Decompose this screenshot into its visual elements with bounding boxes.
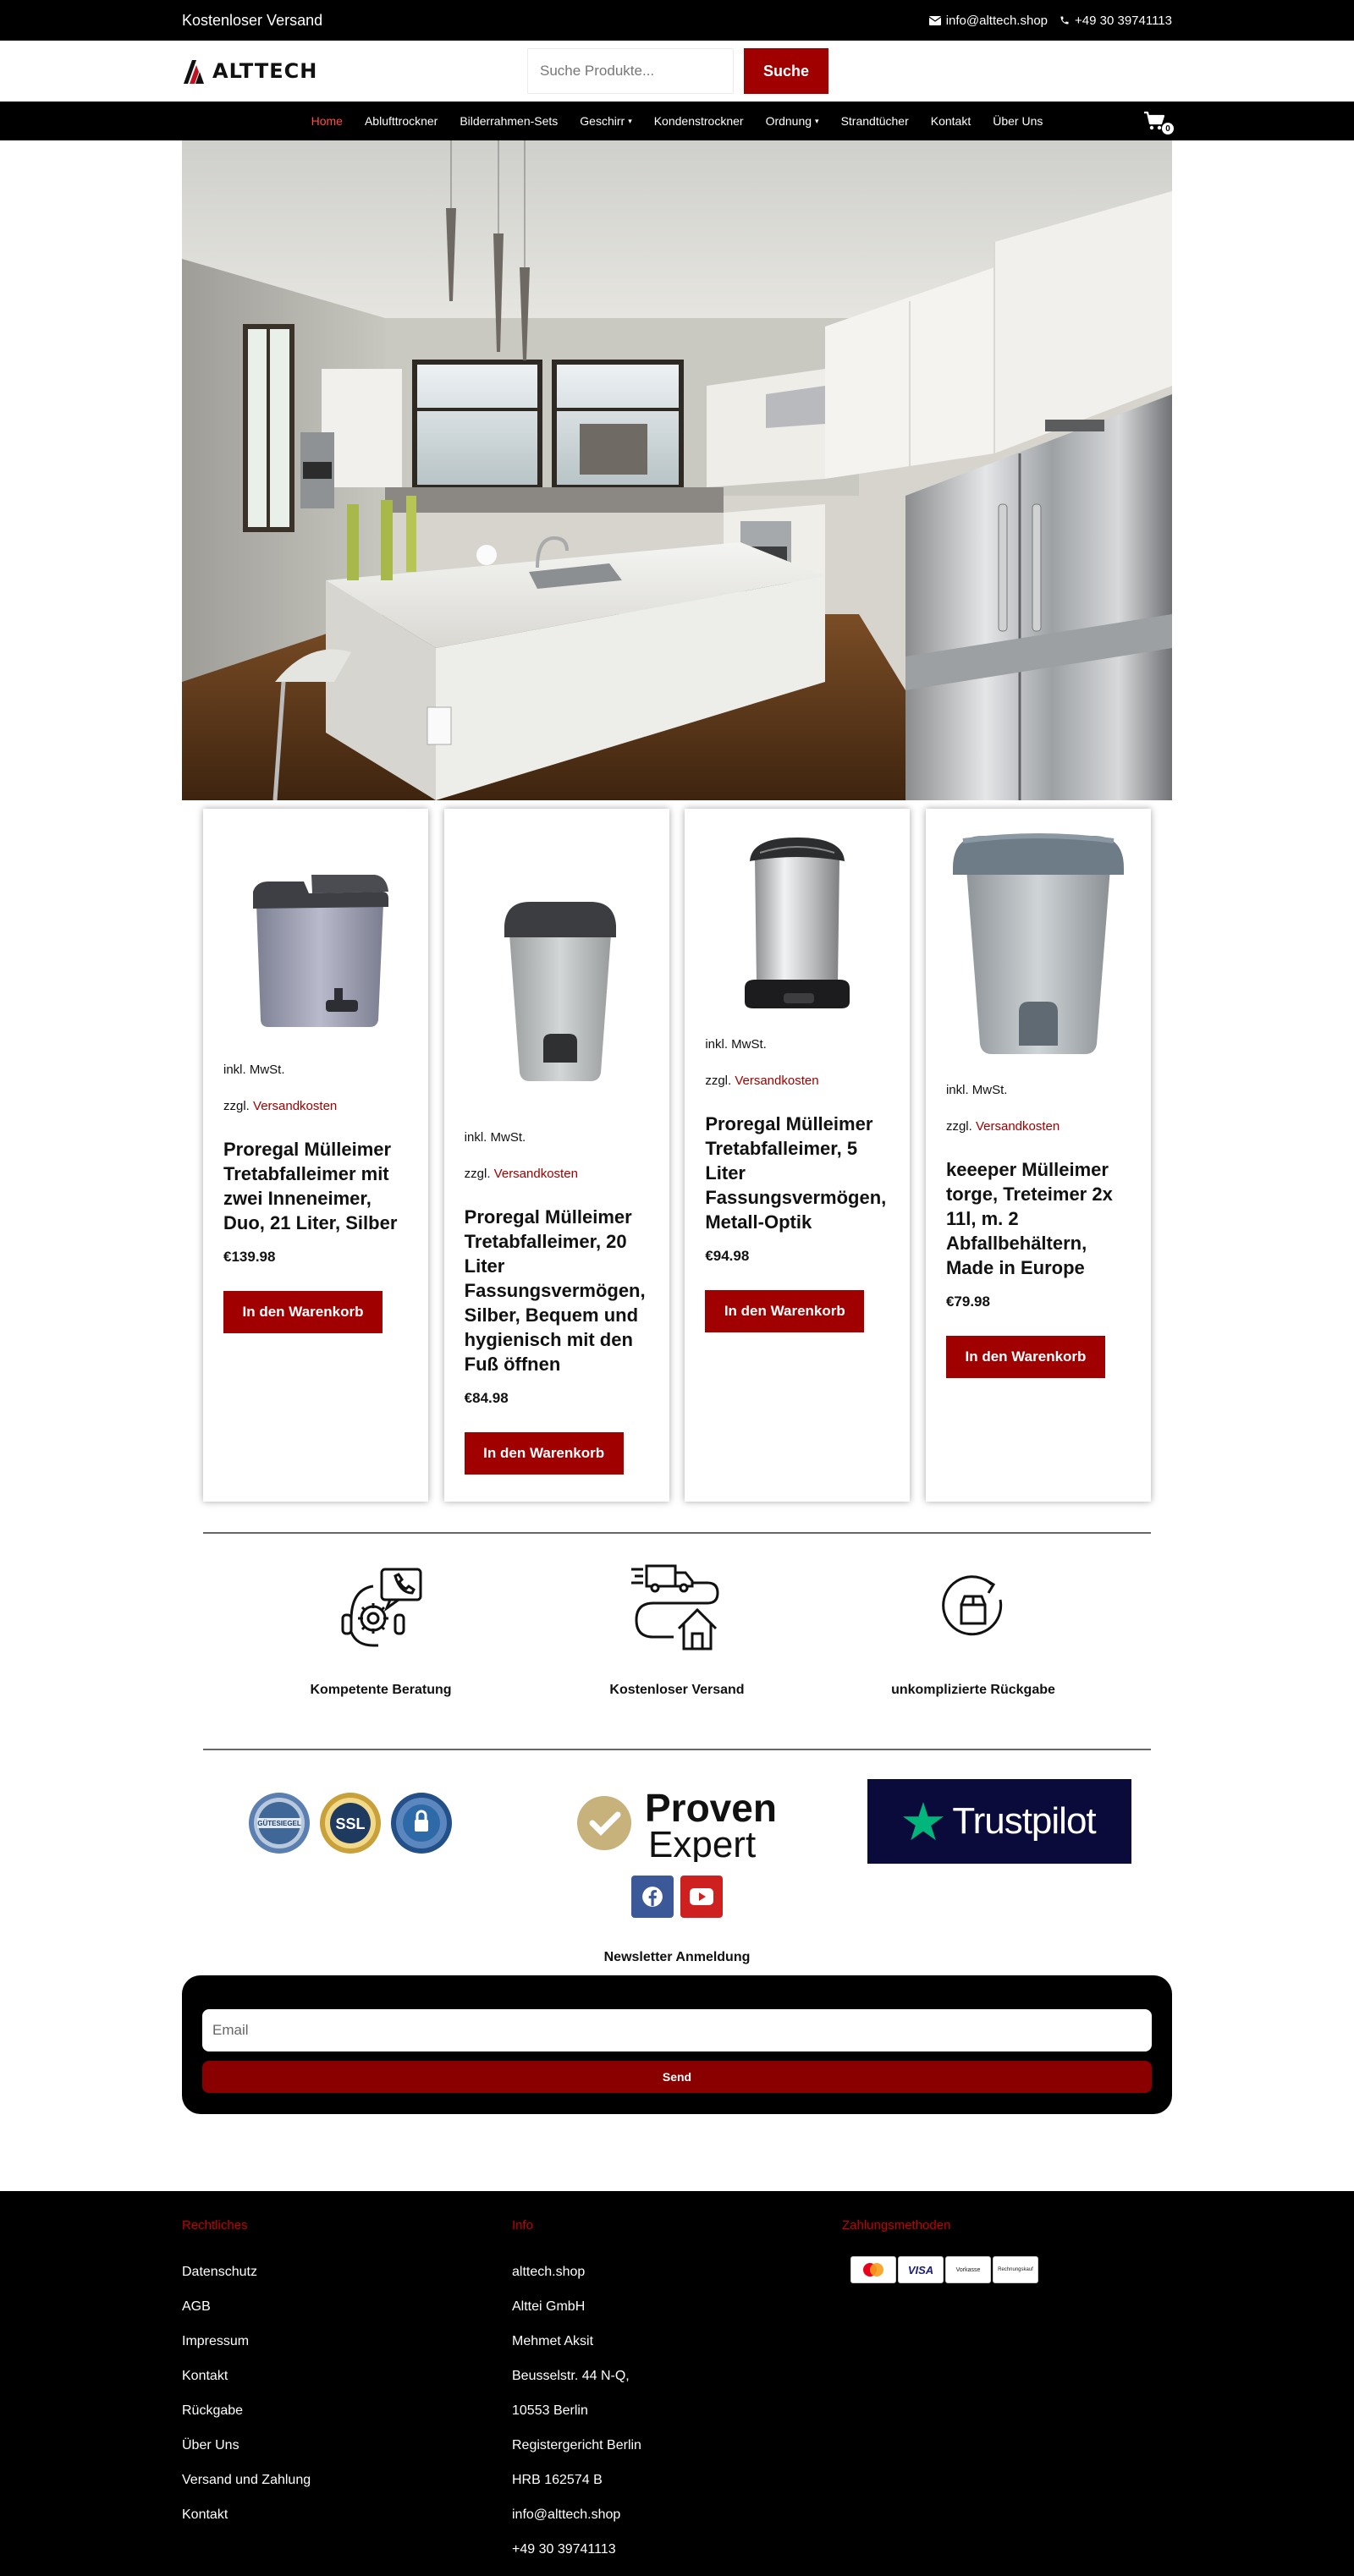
shipping-prefix: zzgl. xyxy=(223,1099,250,1113)
nav-item-label: Strandtücher xyxy=(840,114,909,128)
privacy-seal-icon xyxy=(389,1791,454,1855)
nav-item-über-uns[interactable] xyxy=(982,114,1054,128)
feature-label: unkomplizierte Rückgabe xyxy=(891,1683,1055,1697)
tax-note: inkl. MwSt. xyxy=(223,1063,285,1077)
shipping-costs-link[interactable]: Versandkosten xyxy=(975,1119,1060,1134)
feature-consulting xyxy=(237,1534,525,1749)
nav-item-label: Home xyxy=(311,114,343,128)
footer-info-line: Beusselstr. 44 N-Q, xyxy=(512,2369,630,2383)
footer-heading: Rechtliches xyxy=(182,2218,248,2233)
cart-button[interactable] xyxy=(1143,111,1172,133)
nav-item-label: Geschirr xyxy=(580,114,625,128)
shipping-costs-link[interactable]: Versandkosten xyxy=(253,1099,338,1113)
payment-methods xyxy=(850,2256,1172,2283)
footer-link[interactable]: Kontakt xyxy=(182,2507,228,2522)
shipping-prefix: zzgl. xyxy=(945,1119,972,1134)
footer-heading: Zahlungsmethoden xyxy=(842,2218,951,2233)
email-text: info@alttech.shop xyxy=(945,13,1049,28)
product-image xyxy=(729,827,865,1022)
footer-info-line: 10553 Berlin xyxy=(512,2403,588,2418)
mastercard-icon xyxy=(850,2256,896,2283)
product-info xyxy=(223,1063,411,1333)
phone-text: +49 30 39741113 xyxy=(1075,13,1172,28)
product-price: €84.98 xyxy=(464,1390,509,1406)
shipping-prefix: zzgl. xyxy=(705,1074,732,1088)
shipping-prefix: zzgl. xyxy=(464,1167,491,1181)
footer-payment-column xyxy=(842,2218,1172,2576)
nav-item-label: Kontakt xyxy=(930,114,971,128)
newsletter-title: Newsletter Anmeldung xyxy=(603,1950,751,1964)
footer-link[interactable]: Über Uns xyxy=(182,2438,239,2452)
product-image xyxy=(941,824,1136,1069)
tax-note: inkl. MwSt. xyxy=(705,1037,767,1052)
feature-free-shipping xyxy=(533,1534,821,1749)
nav-item-kontakt[interactable] xyxy=(920,114,982,128)
footer-info-line: Mehmet Aksit xyxy=(512,2334,594,2348)
nav-item-label: Kondenstrockner xyxy=(653,114,744,128)
footer-heading: Info xyxy=(512,2218,534,2233)
trust-badges xyxy=(203,1750,1151,1879)
footer-link[interactable]: Datenschutz xyxy=(182,2265,257,2279)
email-contact[interactable] xyxy=(929,14,1048,28)
nav-item-bilderrahmen-sets[interactable] xyxy=(449,114,569,128)
top-bar xyxy=(0,0,1354,41)
logo-mark-icon xyxy=(182,57,209,85)
add-to-cart-button[interactable]: In den Warenkorb xyxy=(705,1290,864,1332)
nav-item-label: Über Uns xyxy=(993,114,1043,128)
footer-legal-column xyxy=(182,2218,512,2576)
footer-info-line: alttech.shop xyxy=(512,2265,586,2279)
logo-text: ALTTECH xyxy=(212,59,318,83)
main-navigation xyxy=(0,102,1354,140)
phone-icon xyxy=(1060,15,1070,25)
youtube-button[interactable] xyxy=(680,1876,723,1918)
trustpilot-logo[interactable] xyxy=(867,1779,1131,1864)
nav-item-label: Ordnung xyxy=(765,114,812,128)
search-button[interactable]: Suche xyxy=(744,48,828,94)
social-links xyxy=(0,1876,1354,1918)
star-icon xyxy=(903,1802,944,1841)
nav-item-ordnung[interactable] xyxy=(755,114,830,128)
nav-item-geschirr[interactable] xyxy=(569,114,642,128)
product-card[interactable] xyxy=(203,809,428,1502)
site-header xyxy=(0,41,1354,102)
product-card[interactable] xyxy=(685,809,910,1502)
chevron-down-icon: ▾ xyxy=(815,116,819,125)
return-box-icon xyxy=(939,1574,1007,1642)
free-shipping-notice: Kostenloser Versand xyxy=(182,11,323,29)
svg-text:Expert: Expert xyxy=(648,1824,757,1862)
product-info xyxy=(946,1083,1134,1378)
footer-info-line: Alttei GmbH xyxy=(512,2299,586,2314)
svg-text:GÜTESIEGEL: GÜTESIEGEL xyxy=(257,1820,301,1827)
newsletter-send-button[interactable]: Send xyxy=(202,2061,1152,2093)
svg-text:SSL: SSL xyxy=(335,1815,366,1832)
feature-label: Kostenloser Versand xyxy=(609,1683,745,1697)
proven-expert-logo[interactable] xyxy=(575,1784,795,1866)
product-image xyxy=(481,885,633,1088)
footer-link[interactable]: AGB xyxy=(182,2299,211,2314)
product-info xyxy=(465,1130,652,1475)
product-grid xyxy=(203,809,1151,1502)
facebook-icon xyxy=(641,1886,663,1908)
product-title[interactable]: Proregal Mülleimer Tretabfalleimer, 20 Liter Fassungsvermögen, Silber, Bequem und hygienisch mit den Fuß öffnen xyxy=(464,1206,646,1375)
newsletter-email-input[interactable] xyxy=(202,2009,1152,2051)
footer-info-line: Registergericht Berlin xyxy=(512,2438,641,2452)
footer-link[interactable]: Kontakt xyxy=(182,2369,228,2383)
product-image xyxy=(231,843,400,1037)
footer-info-column xyxy=(512,2218,842,2576)
support-headset-icon xyxy=(334,1564,427,1652)
search-form xyxy=(527,48,828,94)
footer-info-line: +49 30 39741113 xyxy=(512,2542,616,2557)
certificate-badges xyxy=(247,1791,454,1855)
prepayment-icon: Vorkasse xyxy=(945,2256,991,2283)
shipping-note xyxy=(465,1167,652,1181)
add-to-cart-button[interactable]: In den Warenkorb xyxy=(465,1432,624,1475)
nav-item-strandtücher[interactable] xyxy=(830,114,920,128)
tax-note: inkl. MwSt. xyxy=(464,1130,526,1145)
delivery-truck-icon xyxy=(630,1561,724,1656)
shipping-note xyxy=(946,1119,1134,1134)
add-to-cart-button[interactable]: In den Warenkorb xyxy=(223,1291,383,1333)
product-title[interactable]: Proregal Mülleimer Tretabfalleimer, 5 Liter Fassungsvermögen, Metall-Optik xyxy=(705,1113,887,1233)
invoice-icon: Rechnungskauf xyxy=(993,2256,1038,2283)
product-price: €139.98 xyxy=(223,1249,276,1265)
product-image-wrap[interactable] xyxy=(926,824,1151,1069)
nav-menu xyxy=(300,114,1054,128)
product-card[interactable] xyxy=(444,809,669,1502)
hero-image xyxy=(182,140,1172,800)
contact-info xyxy=(929,14,1172,28)
product-image-wrap[interactable] xyxy=(203,843,428,1037)
shipping-costs-link[interactable]: Versandkosten xyxy=(735,1074,819,1088)
product-title[interactable]: Proregal Mülleimer Tretabfalleimer mit zwei Inneneimer, Duo, 21 Liter, Silber xyxy=(223,1139,398,1233)
footer-info-line: info@alttech.shop xyxy=(512,2507,621,2522)
trustpilot-text: Trustpilot xyxy=(952,1800,1096,1842)
product-price: €79.98 xyxy=(945,1293,990,1310)
svg-text:Proven: Proven xyxy=(645,1786,777,1830)
tax-note: inkl. MwSt. xyxy=(945,1083,1008,1097)
cart-count-badge: 0 xyxy=(1162,123,1174,135)
product-image-wrap[interactable] xyxy=(685,827,910,1022)
nav-item-home[interactable] xyxy=(300,114,354,128)
nav-item-kondenstrockner[interactable] xyxy=(643,114,755,128)
nav-item-ablufttrockner[interactable] xyxy=(354,114,449,128)
nav-item-label: Ablufttrockner xyxy=(364,114,438,128)
product-card[interactable] xyxy=(926,809,1151,1502)
visa-icon: VISA xyxy=(898,2256,944,2283)
site-logo[interactable] xyxy=(182,57,527,85)
site-footer xyxy=(0,2191,1354,2576)
chevron-down-icon: ▾ xyxy=(628,116,632,125)
nav-item-label: Bilderrahmen-Sets xyxy=(460,114,559,128)
search-input[interactable] xyxy=(527,48,734,94)
shipping-note xyxy=(705,1074,893,1088)
add-to-cart-button[interactable]: In den Warenkorb xyxy=(946,1336,1105,1378)
footer-link[interactable]: Impressum xyxy=(182,2334,250,2348)
phone-contact[interactable] xyxy=(1060,14,1172,28)
features-row xyxy=(203,1534,1151,1749)
facebook-button[interactable] xyxy=(631,1876,674,1918)
product-title[interactable]: keeeper Mülleimer torge, Treteimer 2x 11l, m. 2 Abfallbehältern, Made in Europe xyxy=(945,1159,1113,1278)
envelope-icon xyxy=(929,16,941,25)
footer-info-line: HRB 162574 B xyxy=(512,2473,603,2487)
newsletter-form xyxy=(182,1975,1172,2114)
feature-returns xyxy=(829,1534,1117,1749)
product-price: €94.98 xyxy=(705,1248,750,1264)
ssl-seal-icon xyxy=(318,1791,383,1855)
footer-link[interactable]: Rückgabe xyxy=(182,2403,244,2418)
youtube-icon xyxy=(690,1888,713,1905)
shipping-costs-link[interactable]: Versandkosten xyxy=(493,1167,578,1181)
product-info xyxy=(705,1037,893,1332)
product-image-wrap[interactable] xyxy=(444,885,669,1088)
shipping-note xyxy=(223,1099,411,1113)
feature-label: Kompetente Beratung xyxy=(310,1683,452,1697)
quality-seal-icon xyxy=(247,1791,311,1855)
footer-link[interactable]: Versand und Zahlung xyxy=(182,2473,311,2487)
